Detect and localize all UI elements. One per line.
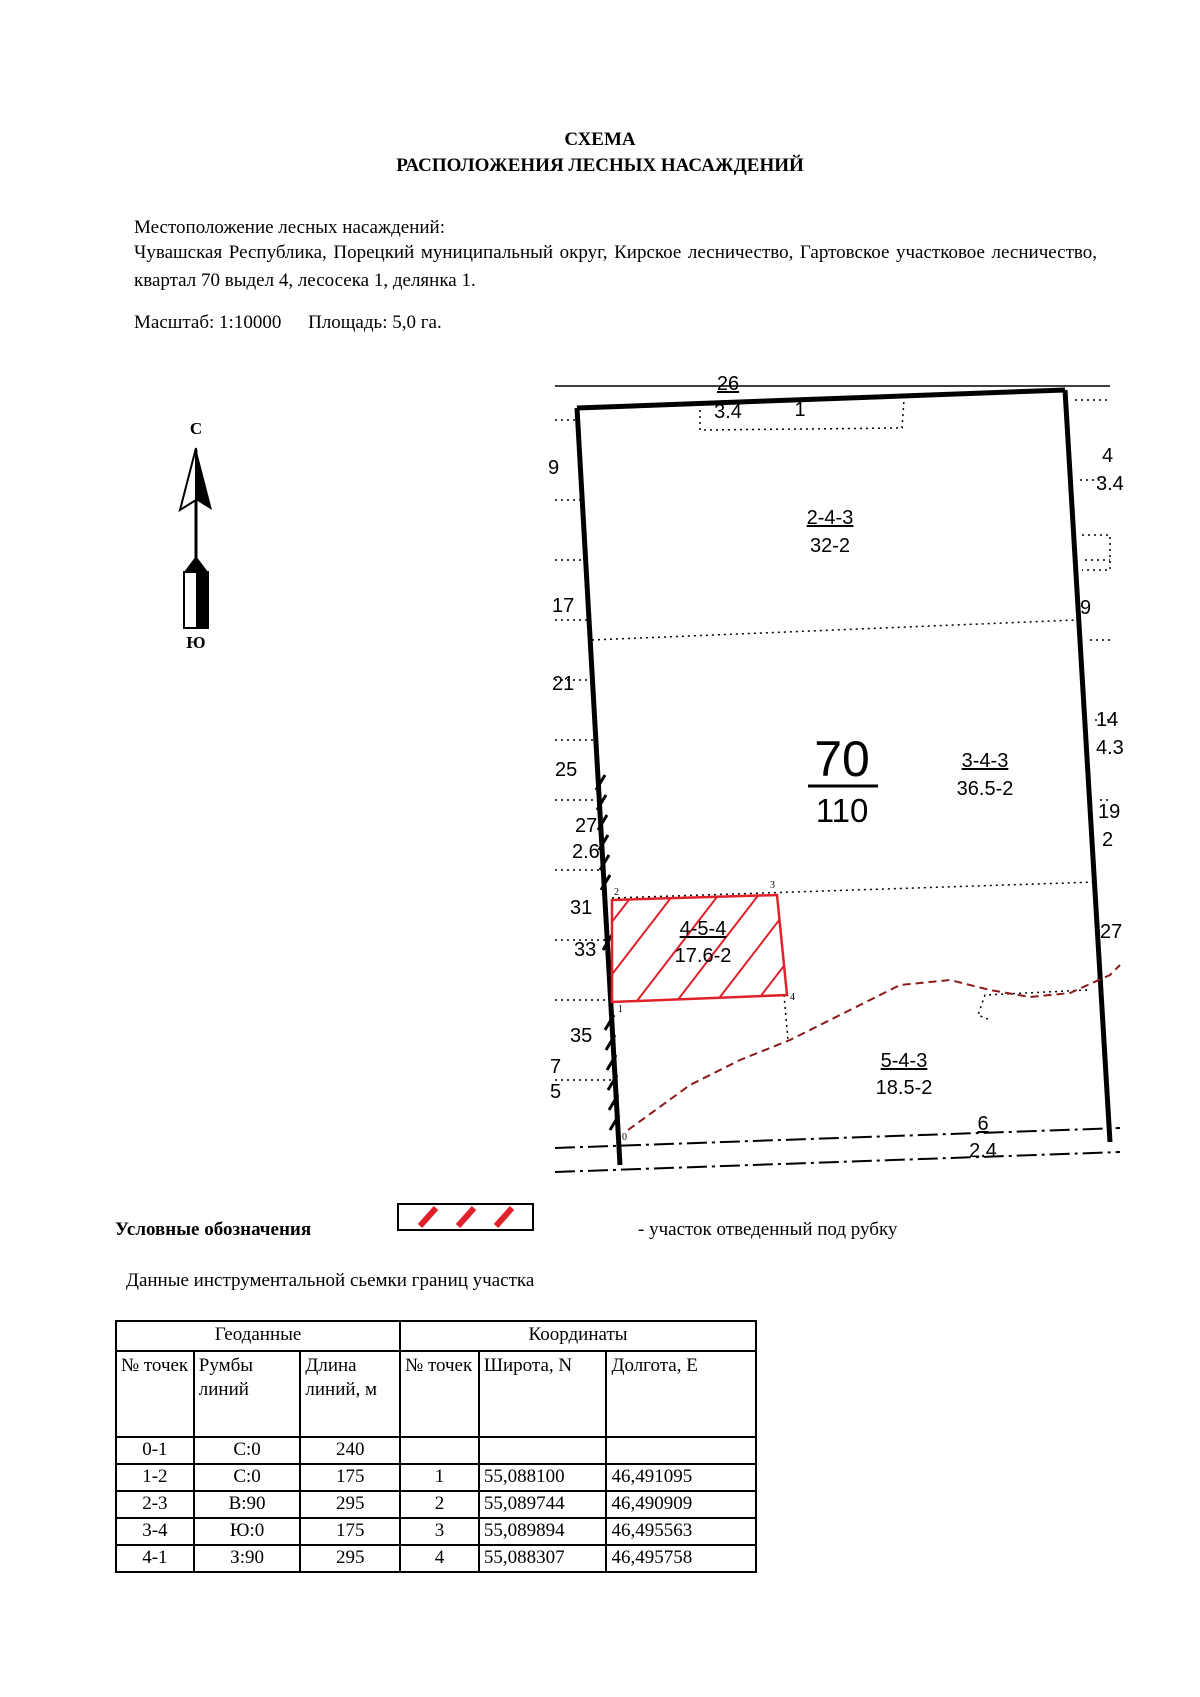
- document-subtitle: РАСПОЛОЖЕНИЯ ЛЕСНЫХ НАСАЖДЕНИЙ: [396, 155, 804, 176]
- left-label: 33: [574, 939, 597, 961]
- point-label-3: 3: [770, 880, 775, 891]
- length-cell: 175: [300, 1464, 400, 1491]
- point-label-4: 4: [790, 992, 795, 1003]
- length-cell: 175: [300, 1518, 400, 1545]
- segment-cell: 2-3: [116, 1491, 194, 1518]
- table-row: [116, 1518, 756, 1545]
- col-rhumb-header: Румбы линий: [194, 1351, 301, 1437]
- point-cell: 3: [400, 1518, 479, 1545]
- left-label: 21: [552, 673, 575, 695]
- compartment-lines: [592, 400, 1096, 1040]
- plot-2-bottom: 32-2: [809, 535, 851, 557]
- table-row: [116, 1491, 756, 1518]
- col-points-header: № точек: [116, 1351, 194, 1437]
- lat-cell: 55,089744: [479, 1491, 607, 1518]
- lon-cell: 46,495563: [606, 1518, 756, 1545]
- compass-south-label: Ю: [186, 633, 206, 652]
- quarter-area: 110: [815, 792, 869, 829]
- lon-cell: 46,490909: [606, 1491, 756, 1518]
- left-label: 9: [548, 457, 560, 479]
- north-arrow-icon: [180, 448, 212, 628]
- point-label-2: 2: [614, 887, 619, 898]
- left-label: 17: [552, 595, 575, 617]
- plot-5-top: 5-4-3: [880, 1050, 928, 1072]
- rhumb-cell: С:0: [194, 1437, 301, 1464]
- point-label-1: 1: [618, 1004, 623, 1015]
- plot-3-bottom: 36.5-2: [956, 778, 1014, 800]
- top-label-top: 26: [716, 373, 740, 395]
- right-label: 4.3: [1096, 737, 1124, 759]
- right-label: 19: [1098, 801, 1121, 823]
- scale-text: Масштаб: 1:10000: [134, 312, 282, 333]
- point-cell: [400, 1437, 479, 1464]
- left-label: 31: [570, 897, 593, 919]
- right-label: 27: [1100, 921, 1123, 943]
- compass-north-label: С: [189, 419, 203, 438]
- lat-cell: [479, 1437, 607, 1464]
- quarter-number: 70: [814, 731, 870, 787]
- segment-cell: 0-1: [116, 1437, 194, 1464]
- lat-cell: 55,088100: [479, 1464, 607, 1491]
- legend-swatch: [398, 1204, 533, 1230]
- plot-4-bottom: 17.6-2: [674, 945, 732, 967]
- segment-cell: 4-1: [116, 1545, 194, 1572]
- right-label: 2: [1102, 829, 1114, 851]
- top-section-number: 1: [794, 399, 806, 421]
- segment-cell: 3-4: [116, 1518, 194, 1545]
- left-label: 25: [555, 759, 578, 781]
- survey-table: [115, 1320, 757, 1573]
- rhumb-cell: Ю:0: [194, 1518, 301, 1545]
- col-lat-header: Широта, N: [479, 1351, 607, 1437]
- table-row: [116, 1464, 756, 1491]
- point-label-0: 0: [622, 1132, 627, 1143]
- rhumb-cell: С:0: [194, 1464, 301, 1491]
- ravine-line: [628, 965, 1120, 1130]
- right-label: 14: [1096, 709, 1119, 731]
- top-label-bottom: 3.4: [714, 401, 742, 423]
- plot-5-bottom: 18.5-2: [875, 1077, 933, 1099]
- left-label: 2.6: [572, 841, 600, 863]
- length-cell: 295: [300, 1545, 400, 1572]
- document-title: СХЕМА: [564, 129, 636, 150]
- left-label: 7: [550, 1056, 562, 1078]
- point-cell: 1: [400, 1464, 479, 1491]
- right-label: 3.4: [1096, 473, 1124, 495]
- right-label: 4: [1102, 445, 1114, 467]
- lon-cell: 46,495758: [606, 1545, 756, 1572]
- legend-description: - участок отведенный под рубку: [638, 1219, 898, 1240]
- length-cell: 240: [300, 1437, 400, 1464]
- left-label: 5: [550, 1081, 562, 1103]
- road-label-top: 6: [977, 1113, 989, 1135]
- lat-cell: 55,089894: [479, 1518, 607, 1545]
- group-coords-header: Координаты: [400, 1321, 756, 1351]
- lon-cell: 46,491095: [606, 1464, 756, 1491]
- segment-cell: 1-2: [116, 1464, 194, 1491]
- plot-4-top: 4-5-4: [679, 918, 727, 940]
- location-label: Местоположение лесных насаждений:: [134, 217, 446, 238]
- plot-2-top: 2-4-3: [806, 507, 854, 529]
- plot-3-top: 3-4-3: [961, 750, 1009, 772]
- length-cell: 295: [300, 1491, 400, 1518]
- col-length-header: Длина линий, м: [300, 1351, 400, 1437]
- left-label: 27: [575, 815, 598, 837]
- legend-label: Условные обозначения: [115, 1219, 312, 1240]
- area-text: Площадь: 5,0 га.: [308, 312, 442, 333]
- group-geo-header: Геоданные: [116, 1321, 400, 1351]
- table-row: [116, 1545, 756, 1572]
- point-cell: 4: [400, 1545, 479, 1572]
- rhumb-cell: З:90: [194, 1545, 301, 1572]
- right-label: 9: [1080, 597, 1092, 619]
- table-row: [116, 1437, 756, 1464]
- point-cell: 2: [400, 1491, 479, 1518]
- survey-title: Данные инструментальной сьемки границ участка: [126, 1270, 535, 1291]
- location-text: Чувашская Республика, Порецкий муниципальный округ, Кирское лесничество, Гартовское участковое лесничество, квартал 70 выдел 4, лесосека 1, делянка 1.: [134, 242, 1097, 291]
- rhumb-cell: В:90: [194, 1491, 301, 1518]
- lat-cell: 55,088307: [479, 1545, 607, 1572]
- left-label: 35: [570, 1025, 593, 1047]
- col-lon-header: Долгота, Е: [606, 1351, 756, 1437]
- road-line: [555, 1128, 1120, 1172]
- col-points2-header: № точек: [400, 1351, 479, 1437]
- road-label-bottom: 2.4: [969, 1140, 997, 1162]
- lon-cell: [606, 1437, 756, 1464]
